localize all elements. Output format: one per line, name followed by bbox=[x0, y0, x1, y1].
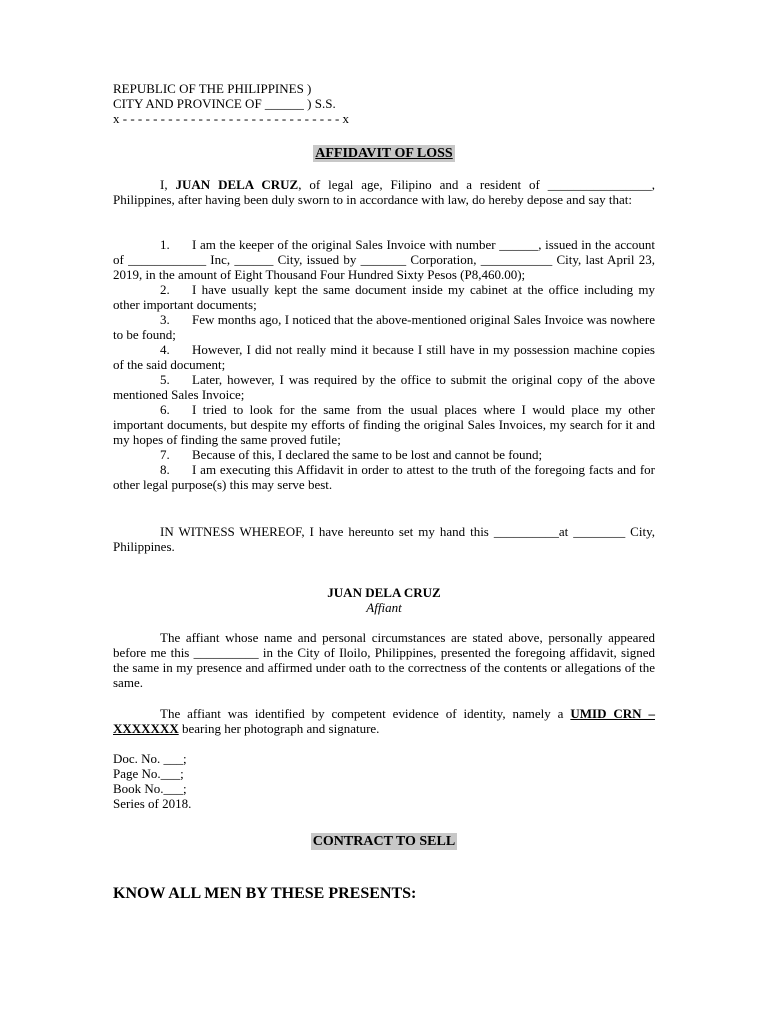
item-text: However, I did not really mind it because I still have in my possession machine copies of the said document; bbox=[113, 342, 655, 372]
item-text: I have usually kept the same document inside my cabinet at the office including my other important documents; bbox=[113, 282, 655, 312]
witness-clause: IN WITNESS WHEREOF, I have hereunto set my hand this __________at ________ City, Philippines. bbox=[113, 524, 655, 554]
item-text: Few months ago, I noticed that the above-mentioned original Sales Invoice was nowhere to be found; bbox=[113, 312, 655, 342]
item-number: 4. bbox=[160, 342, 170, 357]
contract-title-wrap bbox=[113, 833, 655, 850]
item-number: 6. bbox=[160, 402, 170, 417]
page-number: Page No.___; bbox=[113, 766, 184, 781]
item-text: I am executing this Affidavit in order to attest to the truth of the foregoing facts and for other legal purpose(s) this may serve best. bbox=[113, 462, 655, 492]
list-item bbox=[113, 372, 655, 402]
jurat-paragraph: The affiant whose name and personal circumstances are stated above, personally appeared before me this __________ in the City of Iloilo, Philippines, presented the foregoing affidavit, signed the same in my presence and affirmed under oath to the correctness of the contents or allegations of the same. bbox=[113, 630, 655, 690]
identity-prefix: The affiant was identified by competent evidence of identity, namely a bbox=[160, 706, 571, 721]
intro-body: , of legal age, Filipino and a resident of ________________, Philippines, after having been duly sworn to in accordance with law, do hereby depose and say that: bbox=[113, 177, 655, 207]
item-number: 1. bbox=[160, 237, 170, 252]
item-number: 7. bbox=[160, 447, 170, 462]
series-year: Series of 2018. bbox=[113, 796, 192, 811]
affidavit-title-wrap bbox=[113, 145, 655, 162]
notarial-register bbox=[113, 751, 655, 811]
signature-block bbox=[113, 585, 655, 615]
item-text: I am the keeper of the original Sales Invoice with number ______, issued in the account of ____________ Inc, ______ City, issued by _______ Corporation, ___________ City, last April 23, 2019, in the amount of Eight Thousand Four Hundred Sixty Pesos (P8,460.00); bbox=[113, 237, 655, 282]
intro-prefix: I, bbox=[160, 177, 176, 192]
item-number: 3. bbox=[160, 312, 170, 327]
item-text: Because of this, I declared the same to be lost and cannot be found; bbox=[192, 447, 543, 462]
list-item bbox=[113, 237, 655, 282]
contract-title: CONTRACT TO SELL bbox=[312, 834, 456, 849]
list-item bbox=[113, 447, 655, 462]
affidavit-title: AFFIDAVIT OF LOSS bbox=[315, 146, 453, 161]
identity-paragraph bbox=[113, 706, 655, 736]
list-item bbox=[113, 462, 655, 492]
contract-heading: KNOW ALL MEN BY THESE PRESENTS: bbox=[113, 885, 417, 902]
venue-line-city: CITY AND PROVINCE OF ______ ) S.S. bbox=[113, 96, 336, 111]
signature-name: JUAN DELA CRUZ bbox=[327, 585, 441, 600]
list-item bbox=[113, 402, 655, 447]
venue-line-republic: REPUBLIC OF THE PHILIPPINES ) bbox=[113, 81, 312, 96]
item-text: Later, however, I was required by the office to submit the original copy of the above mentioned Sales Invoice; bbox=[113, 372, 655, 402]
deposition-list bbox=[113, 237, 655, 492]
item-number: 5. bbox=[160, 372, 170, 387]
list-item bbox=[113, 342, 655, 372]
list-item bbox=[113, 312, 655, 342]
identity-suffix: bearing her photograph and signature. bbox=[178, 721, 380, 736]
intro-paragraph bbox=[113, 177, 655, 207]
book-number: Book No.___; bbox=[113, 781, 187, 796]
signature-role: Affiant bbox=[366, 600, 402, 615]
venue-header bbox=[113, 81, 655, 126]
item-number: 2. bbox=[160, 282, 170, 297]
doc-number: Doc. No. ___; bbox=[113, 751, 187, 766]
item-number: 8. bbox=[160, 462, 170, 477]
item-text: I tried to look for the same from the usual places where I would place my other important documents, but despite my efforts of finding the original Sales Invoices, my search for it and my hopes of finding the same proved futile; bbox=[113, 402, 655, 447]
list-item bbox=[113, 282, 655, 312]
affiant-name: JUAN DELA CRUZ bbox=[175, 177, 299, 192]
identity-document: UMID CRN – XXXXXXX bbox=[113, 706, 655, 736]
venue-line-separator: x - - - - - - - - - - - - - - - - - - - - - - - - - - - - - x bbox=[113, 111, 350, 126]
